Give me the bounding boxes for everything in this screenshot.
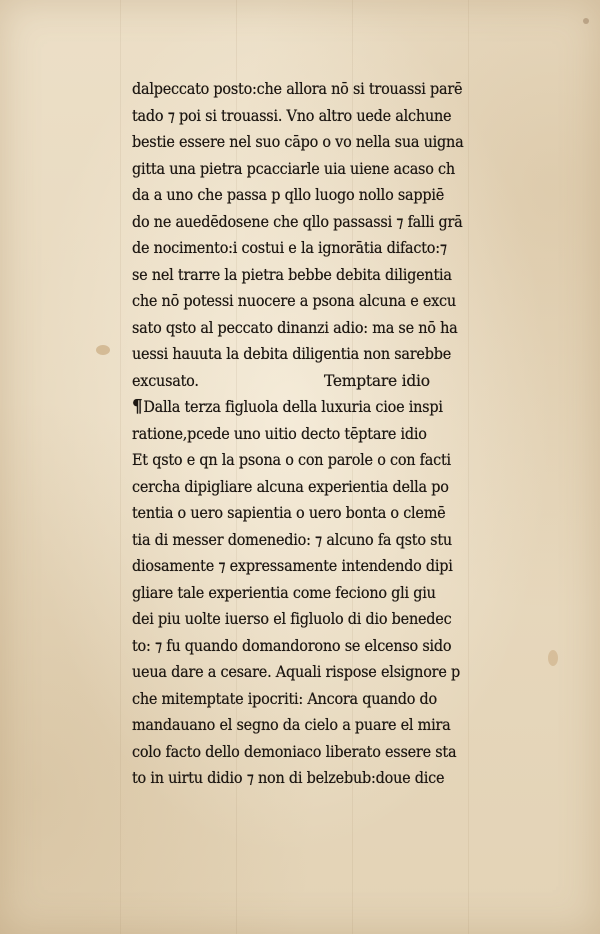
text-line: to: ⁊ fu quando domandorono se elcenso sido: [132, 636, 452, 655]
text-line: sato qsto al peccato dinanzi adio: ma se nō ha: [132, 318, 458, 337]
text-line: dalpeccato posto:che allora nō si trouassi parē: [132, 80, 463, 98]
text-line: gitta una pietra pcacciarle uia uiene acaso ch: [132, 159, 455, 178]
text-column: [132, 76, 542, 792]
text-line: to in uirtu didio ⁊ non di belzebub:doue dice: [132, 769, 445, 787]
text-line: mandauano el segno da cielo a puare el mira: [132, 716, 451, 734]
paper-stain: [583, 18, 589, 24]
text-line: Et qsto e qn la psona o con parole o con facti: [132, 451, 451, 469]
pilcrow-mark: ¶: [132, 396, 143, 417]
text-line: excusato. Temptare idio: [132, 368, 542, 395]
text-line: tentia o uero sapientia o uero bonta o clemē: [132, 504, 446, 522]
text-line: che mitemptate ipocriti: Ancora quando do: [132, 689, 437, 708]
text-line: do ne auedēdosene che qllo passassi ⁊ falli grā: [132, 212, 463, 231]
paper-stain: [548, 650, 558, 666]
text-line: colo facto dello demoniaco liberato essere sta: [132, 742, 457, 761]
text-line: cercha dipigliare alcuna experientia della po: [132, 477, 449, 496]
text-line: uessi hauuta la debita diligentia non sarebbe: [132, 345, 452, 363]
text-line: gliare tale experientia come feciono gli giu: [132, 583, 436, 602]
text-line: ratione,pcede uno uitio decto tēptare idio: [132, 424, 427, 443]
text-line: dei piu uolte iuerso el figluolo di dio benedec: [132, 610, 452, 628]
text-line: che nō potessi nuocere a psona alcuna e excu: [132, 292, 456, 310]
paper-chainline: [120, 0, 121, 934]
text-line: tia di messer domenedio: ⁊ alcuno fa qsto stu: [132, 530, 452, 549]
section-heading: Temptare idio: [324, 371, 430, 390]
text-line: se nel trarre la pietra bebbe debita diligentia: [132, 265, 452, 284]
text-line: ueua dare a cesare. Aquali rispose elsignore p: [132, 663, 460, 681]
text-line: de nocimento:i costui e la ignorātia difacto:⁊: [132, 239, 447, 257]
text-line: diosamente ⁊ expressamente intendendo dipi: [132, 557, 453, 575]
text-line: ¶Dalla terza figluola della luxuria cioe inspi: [132, 394, 542, 421]
paper-stain: [96, 345, 110, 355]
text-line: tado ⁊ poi si trouassi. Vno altro uede alchune: [132, 106, 452, 125]
text-line: da a uno che passa p qllo luogo nollo sappiē: [132, 186, 445, 204]
text-line: bestie essere nel suo cāpo o vo nella sua uigna: [132, 133, 464, 151]
